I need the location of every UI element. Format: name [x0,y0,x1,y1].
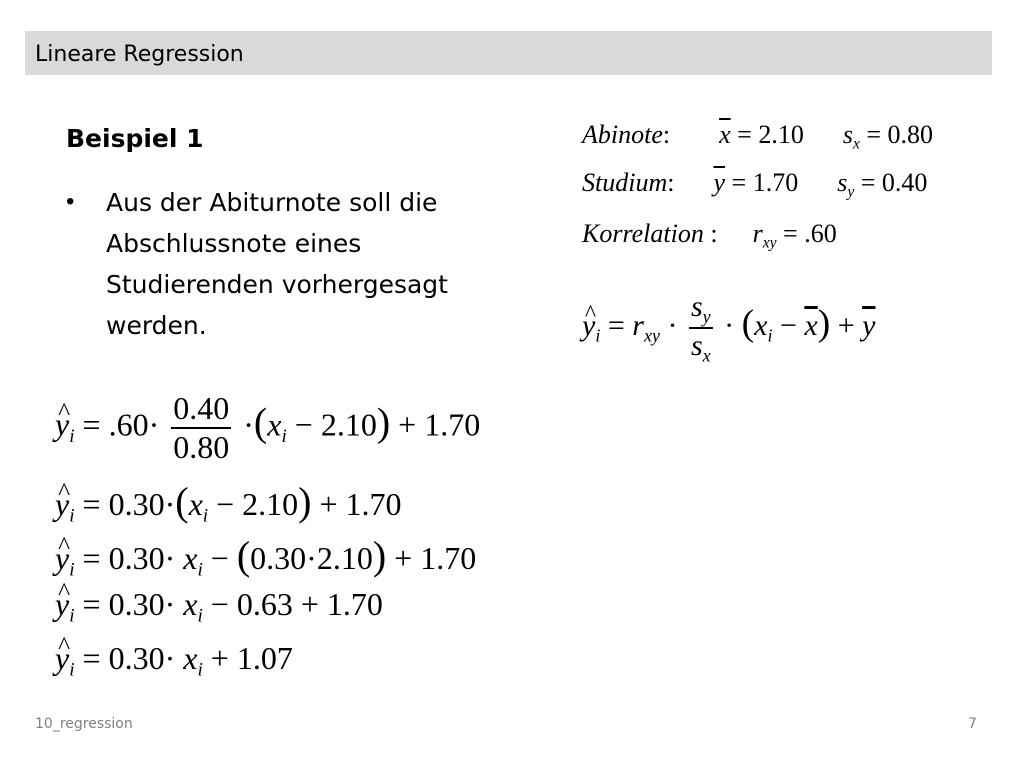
bullet-icon: • [66,188,75,215]
given-studium: Studium: $\overline{y} = 1.70$ $s_y = 0.40$ [582,168,928,201]
sx-value: 0.80 [887,120,934,149]
page-number: 7 [968,716,977,732]
korrelation-label: Korrelation [582,219,704,248]
calc-line-2: ^ $y_i = 0.30\cdot(x_i - 2.10) + 1.70$ [55,478,402,528]
header-bar [25,31,992,75]
bullet-text: Aus der Abiturnote soll die Abschlussnote eines Studierenden vorhergesagt werden. [106,188,448,340]
rxy-value: .60 [804,219,837,248]
calc-line-4: ^ $y_i = 0.30\cdot x_i - 0.63 + 1.70$ [55,586,383,628]
given-abinote: Abinote: $\overline{x} = 2.10$ $s_x = 0.80$ [582,120,934,153]
calc-line-3: ^ $y_i = 0.30\cdot x_i - (0.30\cdot 2.10) + 1.70$ [55,532,476,582]
calc-line-5: ^ $y_i = 0.30\cdot x_i + 1.07$ [55,640,293,682]
regression-formula: ^ $y_i = r_{xy}$ · $\frac{s_y}{s_x}$ · $(x_i - \overline{x}) + \overline{y}$ [582,290,875,367]
slide-title: Lineare Regression [35,42,244,67]
given-korrelation: Korrelation : $r_{xy} = .60$ [582,219,837,252]
sy-value: 0.40 [881,168,928,197]
xbar-value: 2.10 [758,120,804,149]
example-heading: Beispiel 1 [66,124,204,153]
studium-label: Studium [582,168,668,197]
calc-line-1: ^ $y_i = .60\cdot$ $\frac{0.40}{0.80}$ $\cdot(x_i - 2.10) + 1.70$ [55,390,480,466]
footer-filename: 10_regression [35,716,133,732]
abinote-label: Abinote [582,120,663,149]
ybar-value: 1.70 [752,168,799,197]
